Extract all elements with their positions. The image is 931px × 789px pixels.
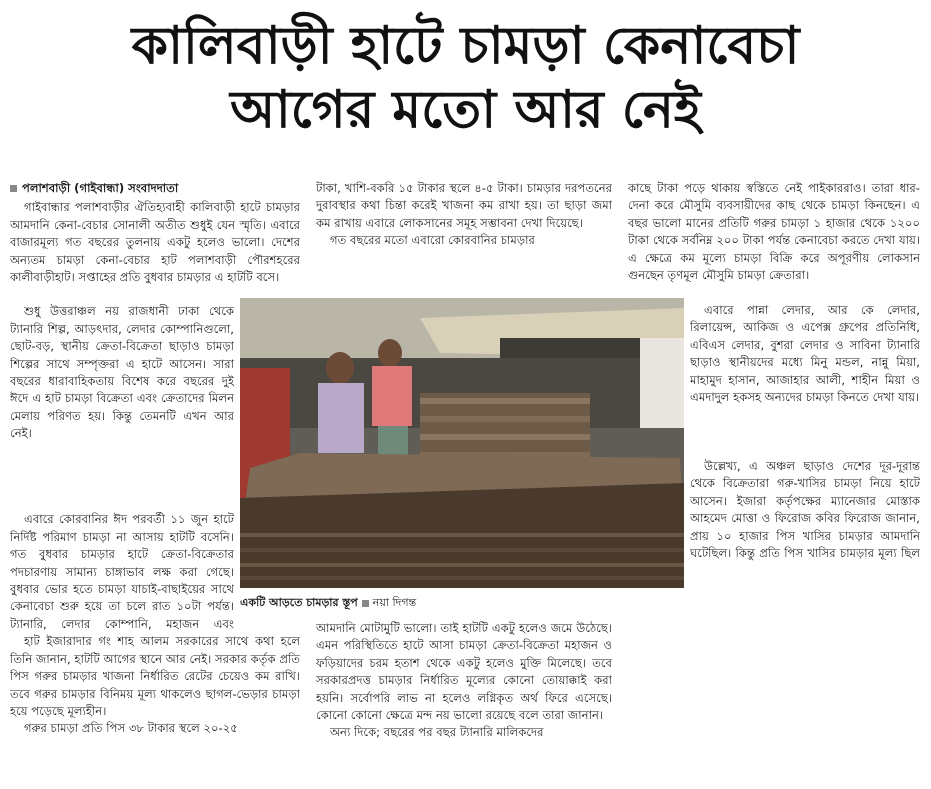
- photo-caption: [240, 596, 630, 610]
- article-photo: [240, 298, 684, 588]
- paragraph: অন্য দিকে; বছরের পর বছর ট্যানারি মালিকদের: [330, 725, 544, 740]
- paragraph: গত বছরের মতো এবারো কোরবানির চামড়ার: [330, 233, 535, 248]
- paragraph: উল্লেখ্য, এ অঞ্চল ছাড়াও দেশের দূর-দূরান্ত থেকে বিক্রেতারা গরু-খাসির চামড়া নিয়ে হাটে আসেন। ইজারা কর্তৃপক্ষের ম্যানেজার মোস্তাক আহমেদ মোত্তা ও ফিরোজ কবির ফিরোজ জানান, প্রায় ১০ হাজার পিস খাসির চামড়ার আমদানি ঘটেছিল। কিন্তু প্রতি পিস খাসির চামড়ার মূল্য ছিল: [690, 459, 920, 561]
- headline: [0, 14, 931, 142]
- byline-text: পলাশবাড়ী (গাইবান্ধা) সংবাদদাতা: [22, 181, 179, 195]
- photo-caption-text: একটি আড়তে চামড়ার স্তূপ: [240, 596, 358, 609]
- article-column-2-bottom: [316, 620, 612, 784]
- paragraph: হাট ইজারাদার গং শাহ আলম সরকারের সাথে কথা হলে তিনি জানান, হাটটি আগের স্থানে আর নেই। সরকার কর্তৃক প্রতি পিস গরুর চামড়ার খাজনা নির্ধারিত রেটের চেয়েও কম রাখি। তবে গরুর চামড়ার বিনিময় মূল্য থাকলেও ছাগল-ভেড়ার চামড়া হয়ে পড়েছে মূল্যহীন।: [10, 634, 300, 719]
- leather-pile-photo: [240, 298, 684, 588]
- paragraph: এবারে পান্না লেদার, আর কে লেদার, রিলায়েন্স, আকিজ ও এপেক্স গ্রুপের প্রতিনিধি, এবিএস লেদার, বুশরা লেদার ও সাবিনা ট্যানারি ছাড়াও স্থানীয়দের মধ্যে মিনু মন্ডল, নান্নু মিয়া, মাহামুদ হাসান, আজাহার আলী, শাহীন মিয়া ও এমদাদুল হকসহ অন্যদের চামড়া কিনতে দেখা যায়।: [690, 303, 920, 405]
- paragraph: টাকা, খাশি-বকরি ১৫ টাকার স্থলে ৪-৫ টাকা। চামড়ার দরপতনের দুরাবস্থার কথা চিন্তা করেই খাজনা কম রাখা হয়। তা ছাড়া জমা কম রাখায় এবারে লোকসানের সমূহ সম্ভাবনা দেখা দিয়েছে।: [316, 181, 612, 230]
- paragraph: গাইবান্ধার পলাশবাড়ীর ঐতিহ্যবাহী কালিবাড়ী হাটে চামড়ার আমদানি কেনা-বেচার সোনালী অতীত শুধুই যেন স্মৃতি। এবারে বাজারমূল্য গত বছরের তুলনায় একটু হলেও ভালো। দেশের অন্যতম চামড়া কেনা-বেচার হাট পলাশবাড়ী পৌরশহরের কালীবাড়ীহাট। সপ্তাহের প্রতি বুধবার চামড়ার এ হাটটি বসে।: [10, 200, 300, 285]
- photo-credit: নয়া দিগন্ত: [372, 596, 417, 609]
- paragraph: গরুর চামড়া প্রতি পিস ৩৮ টাকার স্থলে ২০-২৫: [24, 721, 238, 736]
- byline: [10, 180, 300, 197]
- caption-square-icon: [362, 600, 369, 607]
- headline-line-1: কালিবাড়ী হাটে চামড়া কেনাবেচা: [131, 16, 800, 76]
- byline-bullet-icon: [10, 185, 17, 192]
- article-column-2-top: [316, 180, 612, 280]
- paragraph: আমদানি মোটামুটি ভালো। তাই হাটটি একটু হলেও জমে উঠেছে। এমন পরিস্থিতিতে হাটে আসা চামড়া ক্রেতা-বিক্রেতা মহাজন ও ফড়িয়াদের চরম হতাশ থেকে একটু হলেও মুক্তি মিলেছে। তবে সরকারপ্রদত্ত চামড়ার নির্ধারিত মূল্যের কোনো তোয়াক্কাই করা হয়নি। সর্বোপরি লাভ না হলেও লগ্নিকৃত অর্থ ফিরে এসেছে। কোনো কোনো ক্ষেত্রে মন্দ নয় ভালো রয়েছে বলে তারা জানান।: [316, 621, 612, 723]
- headline-line-2: আগের মতো আর নেই: [230, 80, 701, 140]
- paragraph: শুধু উত্তরাঞ্চল নয় রাজধানী ঢাকা থেকে ট্যানারি শিল্প, আড়ৎদার, লেদার কোম্পানিগুলো, ছোট-বড়, স্থানীয় ক্রেতা-বিক্রেতা ছাড়াও চামড়া শিল্পের সাথে সম্পৃক্তরা এ হাটে আসেন। সারা বছরের ধারাবাহিকতায় বিশেষ করে বছরের দুই ঈদে এ হাট চামড়া বিক্রেতা এবং ক্রেতাদের মিলন মেলায় পরিণত হয়। কিন্তু তেমনটি এখন আর নেই।: [10, 304, 234, 441]
- article-column-3: [628, 180, 920, 780]
- paragraph: এবারে কোরবানির ঈদ পরবর্তী ১১ জুন হাটে নির্দিষ্ট পরিমাণ চামড়া না আসায় হাটটি বসেনি। গত বুধবার চামড়ার হাটে ক্রেতা-বিক্রেতার পদচারণায় সামান্য চাঙ্গাভাব লক্ষ করা গেছে। বুধবার ভোর হতে চামড়া যাচাই-বাছাইয়ের সাথে কেনাবেচা শুরু হয়ে তা চলে রাত ১০টা পর্যন্ত। ট্যানারি, লেদার কোম্পানি, মহাজন এবং: [10, 512, 234, 631]
- paragraph: কাছে টাকা পড়ে থাকায় স্বস্তিতে নেই পাইকাররাও। তারা ধার-দেনা করে মৌসুমি ব্যবসায়ীদের কাছ থেকে চামড়া কিনছেন। এ বছর ভালো মানের প্রতিটি গরুর চামড়া ১ হাজার থেকে ১২০০ টাকা থেকে সর্বনিম্ন ২০০ টাকা পর্যন্ত কেনাবেচা করতে দেখা যায়। এ ক্ষেত্রে কম মূল্যে চামড়া বিক্রি করে অপূরণীয় লোকসান গুনছেন তৃণমূল মৌসুমি চামড়া ক্রেতারা।: [628, 181, 920, 283]
